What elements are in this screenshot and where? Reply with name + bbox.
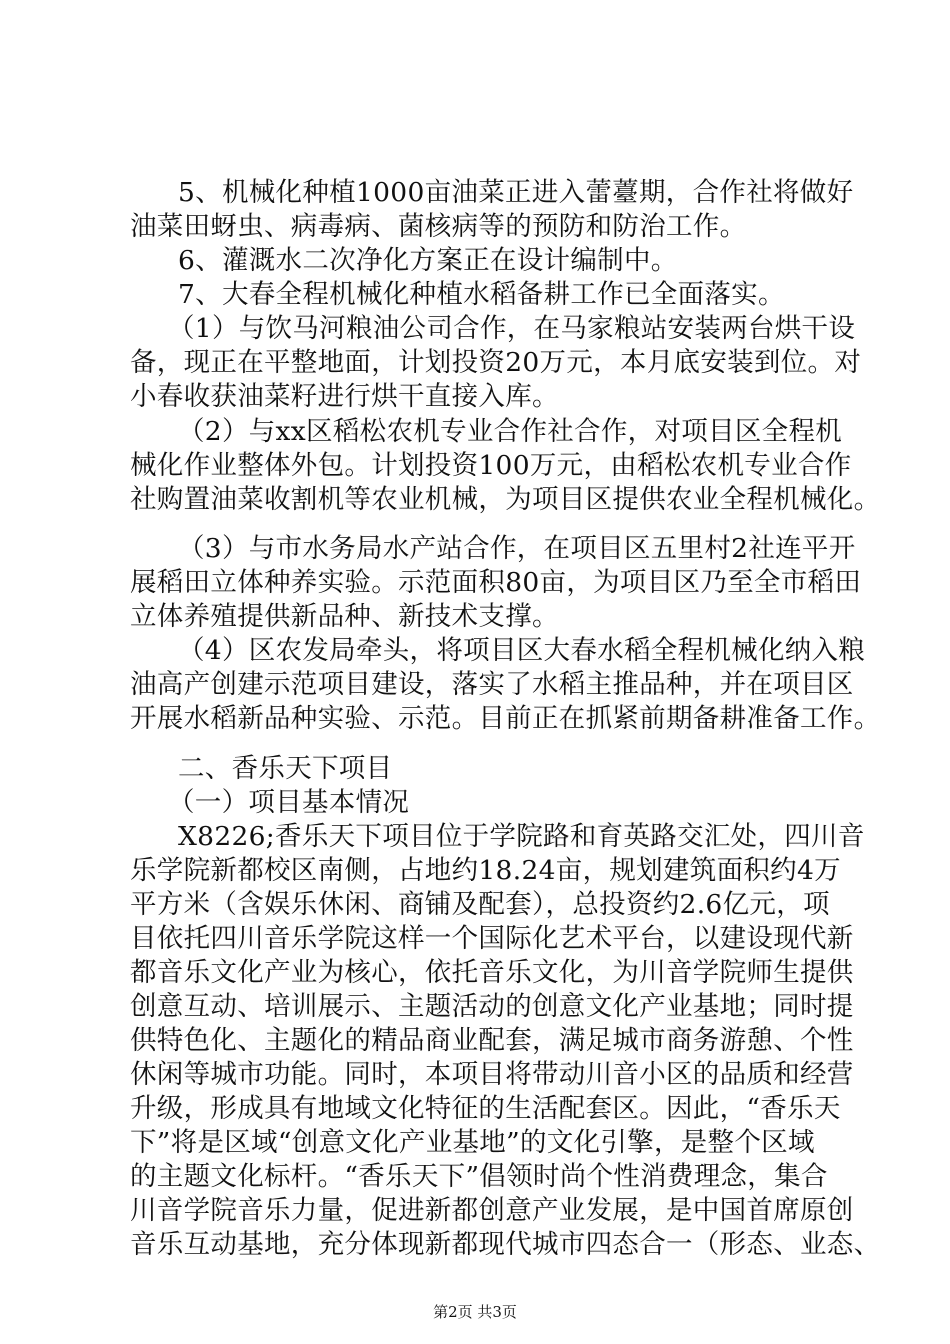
page-footer: 第2页 共3页 [433,1303,517,1321]
text-line: （3）与市水务局水产站合作，在项目区五里村2社连平开 [178,533,856,564]
text-line: 开展水稻新品种实验、示范。目前正在抓紧前期备耕准备工作。 [130,703,881,734]
text-line: 7、大春全程机械化种植水稻备耕工作已全面落实。 [178,279,785,310]
text-line: 平方米（含娱乐休闲、商铺及配套），总投资约2.6亿元，项 [130,889,830,920]
text-line: 下”将是区域“创意文化产业基地”的文化引擎，是整个区域 [130,1127,815,1158]
text-line: 乐学院新都校区南侧，占地约18.24亩，规划建筑面积约4万 [130,855,841,886]
text-line: 川音学院音乐力量，促进新都创意产业发展，是中国首席原创 [130,1195,854,1226]
text-line: 小春收获油菜籽进行烘干直接入库。 [130,381,559,412]
text-line: 目依托四川音乐学院这样一个国际化艺术平台，以建设现代新 [130,923,854,954]
text-line: 备，现正在平整地面，计划投资20万元，本月底安装到位。对 [130,347,862,378]
text-line: 社购置油菜收割机等农业机械，为项目区提供农业全程机械化。 [130,484,881,515]
text-line: 械化作业整体外包。计划投资100万元，由稻松农机专业合作 [130,450,852,481]
text-line: 创意互动、培训展示、主题活动的创意文化产业基地；同时提 [130,991,854,1022]
text-line: 5、机械化种植1000亩油菜正进入蕾薹期，合作社将做好 [178,177,854,208]
text-line: 音乐互动基地，充分体现新都现代城市四态合一（形态、业态、 [130,1229,881,1260]
text-line: 都音乐文化产业为核心，依托音乐文化，为川音学院师生提供 [130,957,854,988]
section-heading: 二、香乐天下项目 [178,753,393,784]
text-line: 油高产创建示范项目建设，落实了水稻主推品种，并在项目区 [130,669,854,700]
text-line: 6、灌溉水二次净化方案正在设计编制中。 [178,245,678,276]
text-line: 立体养殖提供新品种、新技术支撑。 [130,601,559,632]
text-line: （2）与xx区稻松农机专业合作社合作，对项目区全程机 [178,416,843,447]
text-line: 升级，形成具有地域文化特征的生活配套区。因此，“香乐天 [130,1093,841,1124]
text-line: （1）与饮马河粮油公司合作，在马家粮站安装两台烘干设 [168,313,856,344]
text-line: 供特色化、主题化的精品商业配套，满足城市商务游憩、个性 [130,1025,854,1056]
text-line: 休闲等城市功能。同时，本项目将带动川音小区的品质和经营 [130,1059,854,1090]
text-line: （4）区农发局牵头，将项目区大春水稻全程机械化纳入粮 [178,635,866,666]
text-line: 油菜田蚜虫、病毒病、菌核病等的预防和防治工作。 [130,211,747,242]
text-line: 的主题文化标杆。“香乐天下”倡领时尚个性消费理念，集合 [130,1161,828,1192]
text-line: X8226;香乐天下项目位于学院路和育英路交汇处，四川音 [178,821,865,852]
subsection-heading: （一）项目基本情况 [168,787,410,818]
text-line: 展稻田立体种养实验。示范面积80亩，为项目区乃至全市稻田 [130,567,862,598]
